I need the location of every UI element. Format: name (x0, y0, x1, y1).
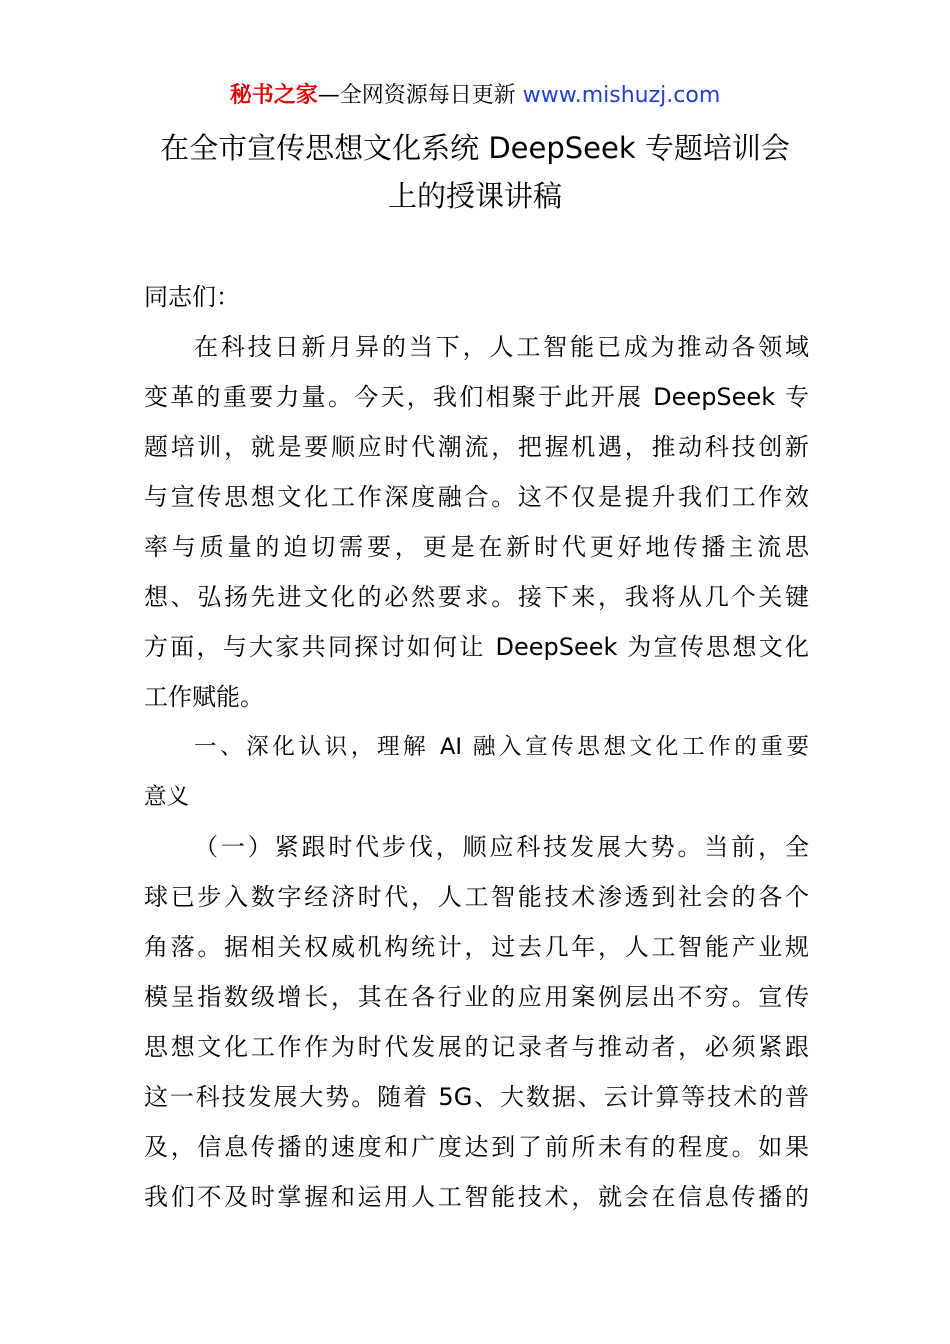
body-line: 想、弘扬先进文化的必然要求。接下来，我将从几个关键 (144, 583, 809, 611)
site-banner (0, 80, 950, 112)
body-line: 工作赋能。 (144, 683, 264, 711)
site-tagline: —全网资源每日更新 (317, 83, 516, 108)
body-line: 题培训，就是要顺应时代潮流，把握机遇，推动科技创新 (144, 433, 809, 461)
body-line: 模呈指数级增长，其在各行业的应用案例层出不穷。宣传 (144, 983, 809, 1011)
section-heading-continued: 意义 (144, 784, 190, 810)
body-line: 球已步入数字经济时代，人工智能技术渗透到社会的各个 (144, 883, 809, 911)
body-line: 及，信息传播的速度和广度达到了前所未有的程度。如果 (144, 1133, 809, 1161)
body-line: 在科技日新月异的当下，人工智能已成为推动各领域 (194, 333, 809, 361)
title-line-1: 在全市宣传思想文化系统 DeepSeek 专题培训会 (160, 131, 790, 165)
body-line: 角落。据相关权威机构统计，过去几年，人工智能产业规 (144, 933, 809, 961)
title-line-2: 上的授课讲稿 (387, 179, 562, 213)
body-line: 变革的重要力量。今天，我们相聚于此开展 DeepSeek 专 (144, 383, 809, 411)
site-name: 秘书之家 (229, 83, 318, 108)
body-line: 我们不及时掌握和运用人工智能技术，就会在信息传播的 (144, 1183, 809, 1211)
body-line: 这一科技发展大势。随着 5G、大数据、云计算等技术的普 (144, 1083, 809, 1111)
document-body (144, 272, 809, 1222)
body-line: 方面，与大家共同探讨如何让 DeepSeek 为宣传思想文化 (144, 633, 809, 661)
section-heading: 一、深化认识，理解 AI 融入宣传思想文化工作的重要 (194, 734, 809, 760)
body-line: 率与质量的迫切需要，更是在新时代更好地传播主流思 (144, 533, 809, 561)
site-url-link[interactable]: www.mishuzj.com (522, 83, 721, 108)
body-line: 思想文化工作作为时代发展的记录者与推动者，必须紧跟 (144, 1033, 809, 1061)
salutation: 同志们： (144, 283, 240, 311)
document-title (0, 124, 950, 220)
subsection-line: （一）紧跟时代步伐，顺应科技发展大势。当前，全 (194, 833, 809, 861)
body-line: 与宣传思想文化工作深度融合。这不仅是提升我们工作效 (144, 483, 809, 511)
